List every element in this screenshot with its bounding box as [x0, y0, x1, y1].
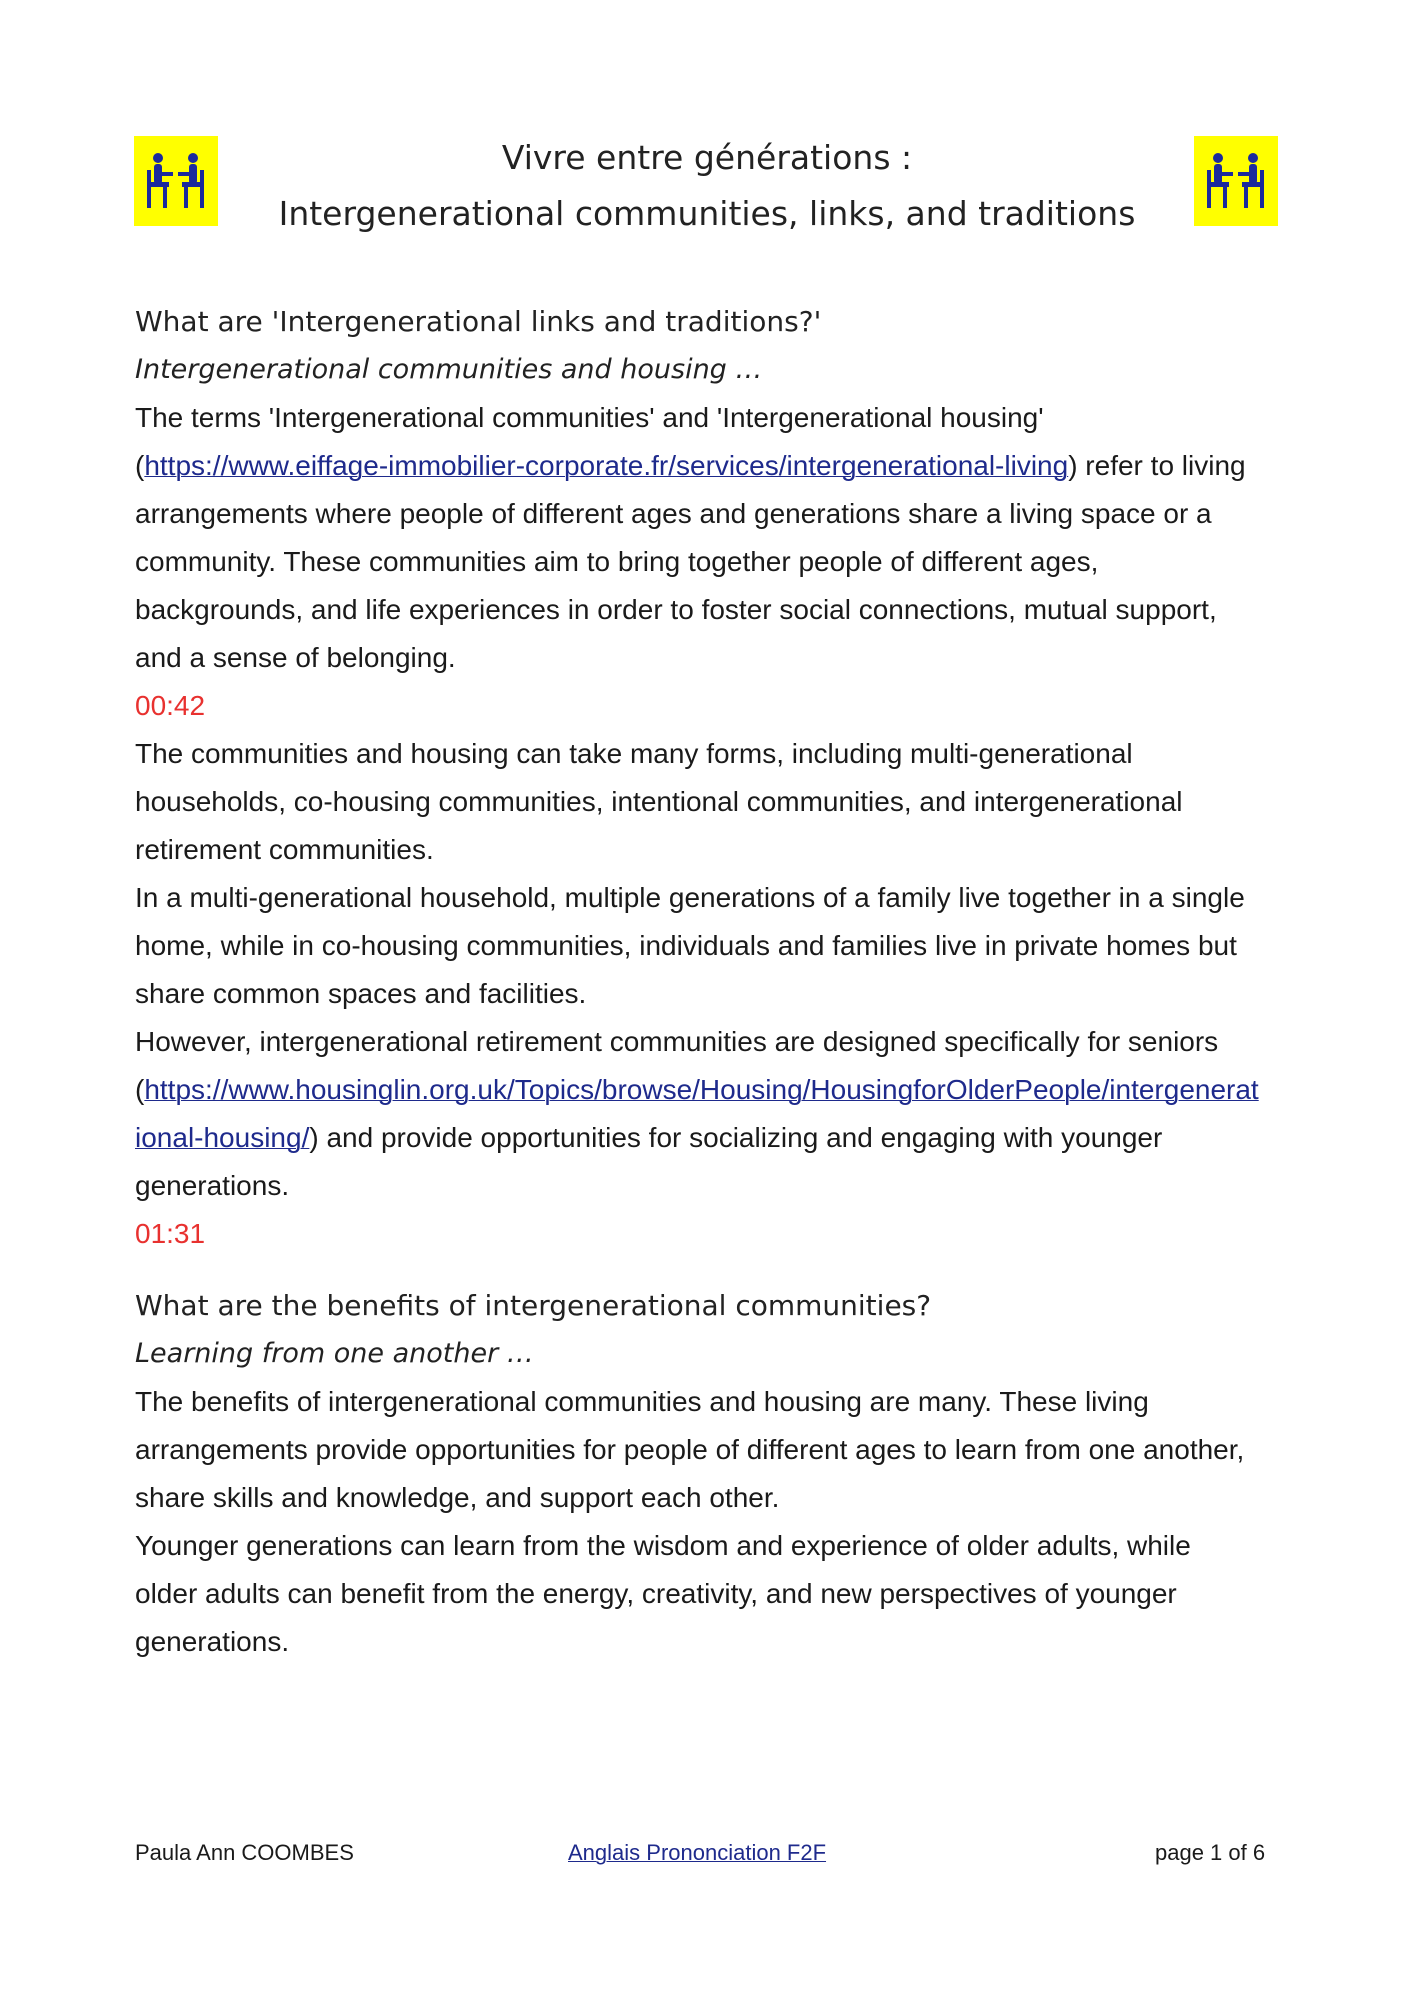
- text-fragment: ) refer to living: [1068, 450, 1246, 481]
- page-number: page 1 of 6: [1155, 1840, 1266, 1865]
- paragraph-line: The terms 'Intergenerational communities' and 'Intergenerational housing': [135, 402, 1044, 433]
- paragraph-line: households, co-housing communities, intentional communities, and intergenerational: [135, 786, 1183, 817]
- eiffage-link[interactable]: https://www.eiffage-immobilier-corporate.fr/services/intergenerational-living: [144, 450, 1069, 481]
- section-spacer: [135, 1258, 1295, 1282]
- section-heading: What are 'Intergenerational links and traditions?': [135, 305, 822, 338]
- section-subheading: Intergenerational communities and housing …: [135, 354, 763, 385]
- people-conversation-icon: [141, 150, 211, 212]
- title-line-1: Vivre entre générations :: [501, 138, 913, 177]
- section-heading: What are the benefits of intergenerational communities?: [135, 1289, 932, 1322]
- paragraph-line-with-link: [135, 1066, 1295, 1114]
- text-fragment: (: [135, 1074, 145, 1105]
- paragraph-line: community. These communities aim to bring together people of different ages,: [135, 546, 1099, 577]
- paragraph-line-with-link: [135, 1114, 1295, 1162]
- footer-author: Paula Ann COOMBES: [135, 1840, 354, 1865]
- paragraph-line: Younger generations can learn from the wisdom and experience of older adults, while: [135, 1530, 1191, 1561]
- paragraph-line: home, while in co-housing communities, individuals and families live in private homes but: [135, 930, 1237, 961]
- paragraph-line: share common spaces and facilities.: [135, 978, 587, 1009]
- timestamp: 01:31: [135, 1218, 206, 1249]
- paragraph-line: However, intergenerational retirement communities are designed specifically for seniors: [135, 1026, 1219, 1057]
- paragraph-line: and a sense of belonging.: [135, 642, 456, 673]
- logo-left: [134, 136, 218, 226]
- paragraph-line: share skills and knowledge, and support each other.: [135, 1482, 780, 1513]
- housinglin-link-continued[interactable]: ional-housing/: [135, 1122, 310, 1153]
- title-line-2: Intergenerational communities, links, and traditions: [278, 194, 1136, 233]
- paragraph-line: In a multi-generational household, multiple generations of a family live together in a single: [135, 882, 1245, 913]
- paragraph-line: generations.: [135, 1626, 290, 1657]
- paragraph-line: The communities and housing can take many forms, including multi-generational: [135, 738, 1133, 769]
- page-title: [240, 130, 1174, 242]
- paragraph-line: The benefits of intergenerational communities and housing are many. These living: [135, 1386, 1149, 1417]
- paragraph-line: arrangements provide opportunities for people of different ages to learn from one another,: [135, 1434, 1245, 1465]
- paragraph-line: backgrounds, and life experiences in order to foster social connections, mutual support,: [135, 594, 1217, 625]
- paragraph-line-with-link: [135, 442, 1295, 490]
- text-fragment: (: [135, 450, 145, 481]
- paragraph-line: retirement communities.: [135, 834, 434, 865]
- document-body: [135, 298, 1295, 1666]
- timestamp: 00:42: [135, 690, 206, 721]
- paragraph-line: arrangements where people of different ages and generations share a living space or a: [135, 498, 1212, 529]
- text-fragment: ) and provide opportunities for socializing and engaging with younger: [309, 1122, 1163, 1153]
- paragraph-line: generations.: [135, 1170, 290, 1201]
- paragraph-line: older adults can benefit from the energy, creativity, and new perspectives of younger: [135, 1578, 1177, 1609]
- logo-right: [1194, 136, 1278, 226]
- footer-link[interactable]: Anglais Prononciation F2F: [568, 1840, 827, 1865]
- section-subheading: Learning from one another …: [135, 1338, 534, 1369]
- housinglin-link[interactable]: https://www.housinglin.org.uk/Topics/browse/Housing/HousingforOlderPeople/intergenerat: [144, 1074, 1259, 1105]
- people-conversation-icon: [1201, 150, 1271, 212]
